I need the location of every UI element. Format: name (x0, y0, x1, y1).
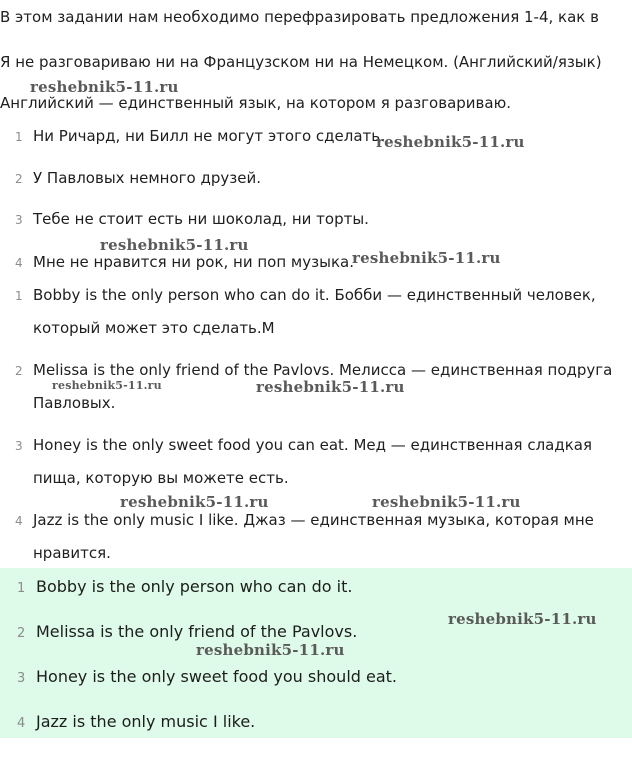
task-item: Тебе не стоит есть ни шоколад, ни торты. (33, 210, 369, 228)
task-item: Мне не нравится ни рок, ни поп музыка. (33, 253, 354, 271)
answer-number: 3 (17, 671, 26, 686)
watermark: reshebnik5-11.ru (52, 379, 162, 392)
answer-item: Honey is the only sweet food you should eat. (36, 667, 398, 686)
task-number: 3 (15, 213, 23, 227)
watermark: reshebnik5-11.ru (196, 641, 345, 659)
intro-line: В этом задании нам необходимо перефразировать предложения 1-4, как в (0, 8, 599, 26)
task-item: Ни Ричард, ни Билл не могут этого сделать. (33, 127, 385, 145)
translation-number: 1 (15, 289, 23, 303)
watermark: reshebnik5-11.ru (120, 493, 269, 511)
translation-number: 4 (15, 514, 23, 528)
translation-line: который может это сделать.М (33, 319, 275, 337)
example-answer: Английский — единственный язык, на котором я разговариваю. (0, 94, 511, 112)
task-number: 2 (15, 172, 23, 186)
translation-number: 3 (15, 439, 23, 453)
answer-item: Melissa is the only friend of the Pavlovs. (36, 622, 358, 641)
answer-number: 2 (17, 626, 26, 641)
translation-line: пища, которую вы можете есть. (33, 469, 289, 487)
translation-line: Jazz is the only music I like. Джаз — единственная музыка, которая мне (33, 511, 594, 529)
watermark: reshebnik5-11.ru (100, 236, 249, 254)
watermark: reshebnik5-11.ru (372, 493, 521, 511)
answer-number: 1 (17, 581, 26, 596)
task-number: 1 (15, 130, 23, 144)
translation-line: нравится. (33, 544, 111, 562)
task-number: 4 (15, 256, 23, 270)
example-sentence: Я не разговариваю ни на Французском ни на Немецком. (Английский/язык) (0, 53, 602, 71)
watermark: reshebnik5-11.ru (376, 133, 525, 151)
watermark: reshebnik5-11.ru (30, 78, 179, 96)
translation-line: Melissa is the only friend of the Pavlovs. Мелисса — единственная подруга (33, 361, 613, 379)
answer-item: Jazz is the only music I like. (36, 712, 256, 731)
task-item: У Павловых немного друзей. (33, 169, 261, 187)
translation-line: Honey is the only sweet food you can eat. Мед — единственная сладкая (33, 436, 593, 454)
answer-item: Bobby is the only person who can do it. (36, 577, 353, 596)
watermark: reshebnik5-11.ru (256, 378, 405, 396)
translation-number: 2 (15, 364, 23, 378)
watermark: reshebnik5-11.ru (448, 610, 597, 628)
translation-line: Bobby is the only person who can do it. Бобби — единственный человек, (33, 286, 596, 304)
translation-line: Павловых. (33, 394, 116, 412)
watermark: reshebnik5-11.ru (352, 249, 501, 267)
answer-number: 4 (17, 716, 26, 731)
